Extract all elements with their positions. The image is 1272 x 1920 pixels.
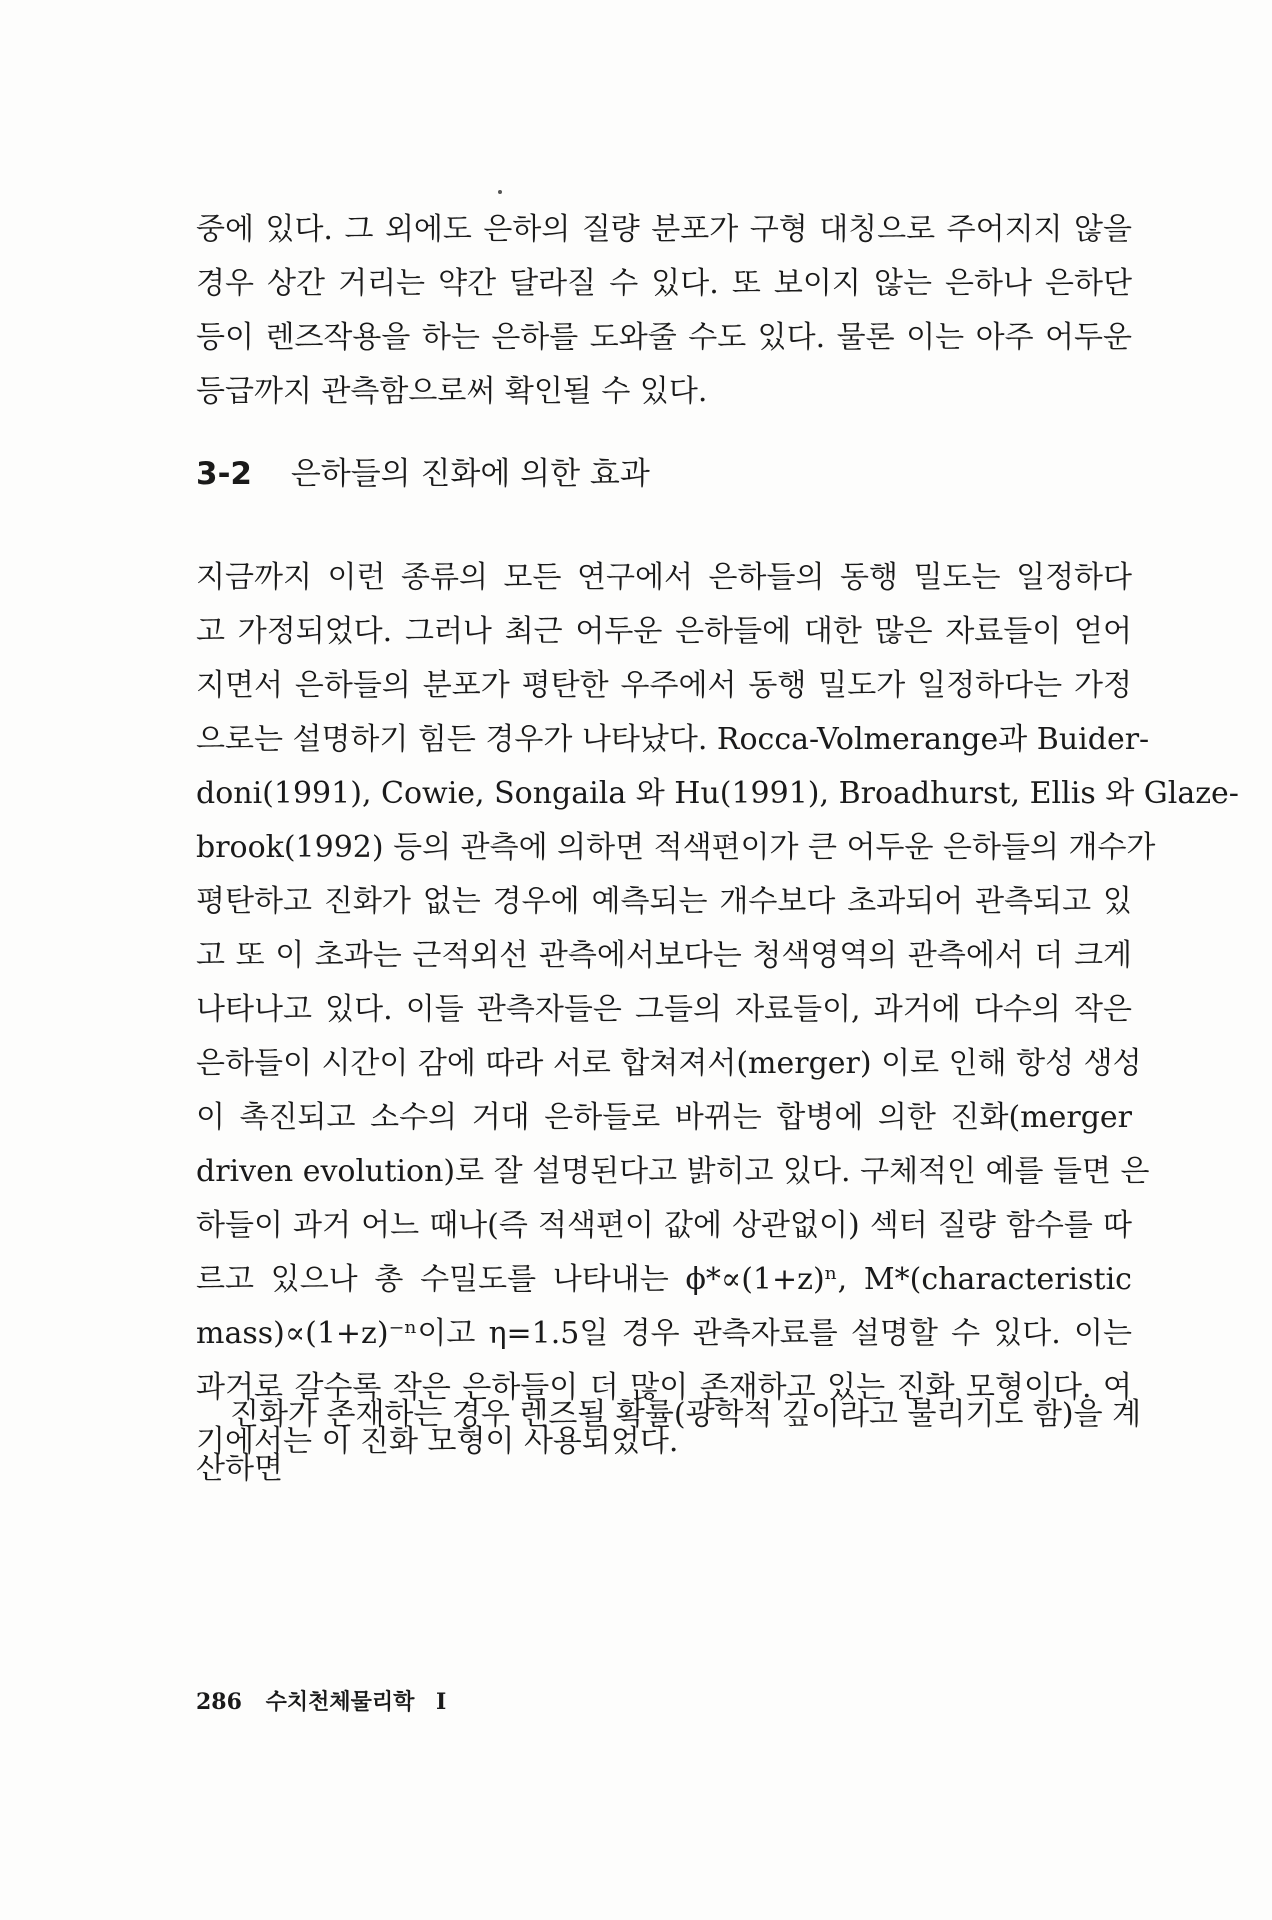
page-number: 286	[196, 1689, 242, 1715]
paragraph-line: 고 가정되었다. 그러나 최근 어두운 은하들에 대한 많은 자료들이 얻어	[196, 614, 1132, 649]
paragraph-line: 하들이 과거 어느 때나(즉 적색편이 값에 상관없이) 섹터 질량 함수를 따	[196, 1208, 1132, 1243]
section-number: 3-2	[196, 456, 253, 492]
paragraph-line: 등이 렌즈작용을 하는 은하를 도와줄 수도 있다. 물론 이는 아주 어두운	[196, 320, 1132, 355]
print-speck	[498, 190, 502, 194]
paragraph-line: 고 또 이 초과는 근적외선 관측에서보다는 청색영역의 관측에서 더 크게	[196, 938, 1132, 973]
paragraph-line: 경우 상간 거리는 약간 달라질 수 있다. 또 보이지 않는 은하나 은하단	[196, 266, 1132, 301]
paragraph-line: 으로는 설명하기 힘든 경우가 나타났다. Rocca-Volmerange과 Buider-	[196, 722, 1150, 757]
section-title: 은하들의 진화에 의한 효과	[290, 456, 650, 492]
top-paragraph	[196, 203, 1132, 419]
paragraph-line: 중에 있다. 그 외에도 은하의 질량 분포가 구형 대칭으로 주어지지 않을	[196, 212, 1132, 247]
paragraph-line: 등급까지 관측함으로써 확인될 수 있다.	[196, 374, 708, 409]
paragraph-line: 나타나고 있다. 이들 관측자들은 그들의 자료들이, 과거에 다수의 작은	[196, 992, 1132, 1027]
paragraph-line: brook(1992) 등의 관측에 의하면 적색편이가 큰 어두운 은하들의 개수가	[196, 830, 1156, 865]
paragraph-line: 지금까지 이런 종류의 모든 연구에서 은하들의 동행 밀도는 일정하다	[196, 560, 1132, 595]
section-heading	[196, 448, 650, 493]
page-footer	[196, 1685, 446, 1716]
paragraph-line: 기에서는 이 진화 모형이 사용되었다.	[196, 1424, 679, 1459]
paragraph-line: doni(1991), Cowie, Songaila 와 Hu(1991), Broadhurst, Ellis 와 Glaze-	[196, 776, 1239, 811]
book-title: 수치천체물리학	[265, 1689, 415, 1715]
paragraph-line: mass)∝(1+z)⁻ⁿ이고 η=1.5일 경우 관측자료를 설명할 수 있다. 이는	[196, 1316, 1132, 1351]
paragraph-line: 르고 있으나 총 수밀도를 나타내는 ϕ*∝(1+z)ⁿ, M*(characteristic	[196, 1262, 1132, 1297]
paragraph-line: 지면서 은하들의 분포가 평탄한 우주에서 동행 밀도가 일정하다는 가정	[196, 668, 1132, 703]
end-paragraph	[196, 1388, 1142, 1496]
paragraph-line: 과거로 갈수록 작은 은하들이 더 많이 존재하고 있는 진화 모형이다. 여	[196, 1370, 1132, 1405]
paragraph-line: 평탄하고 진화가 없는 경우에 예측되는 개수보다 초과되어 관측되고 있	[196, 884, 1132, 919]
paragraph-line: driven evolution)로 잘 설명된다고 밝히고 있다. 구체적인 예를 들면 은	[196, 1154, 1150, 1189]
paragraph-line: 은하들이 시간이 감에 따라 서로 합쳐져서(merger) 이로 인해 항성 생성	[196, 1046, 1142, 1081]
paragraph-line: 진화가 존재하는 경우 렌즈될 확률(광학적 깊이라고 불리기도 함)을 계	[230, 1397, 1142, 1432]
paragraph-line: 이 촉진되고 소수의 거대 은하들로 바뀌는 합병에 의한 진화(merger	[196, 1100, 1132, 1135]
main-paragraph	[196, 551, 1239, 1469]
paragraph-line: 산하면	[196, 1451, 283, 1486]
volume-number: I	[436, 1689, 447, 1715]
